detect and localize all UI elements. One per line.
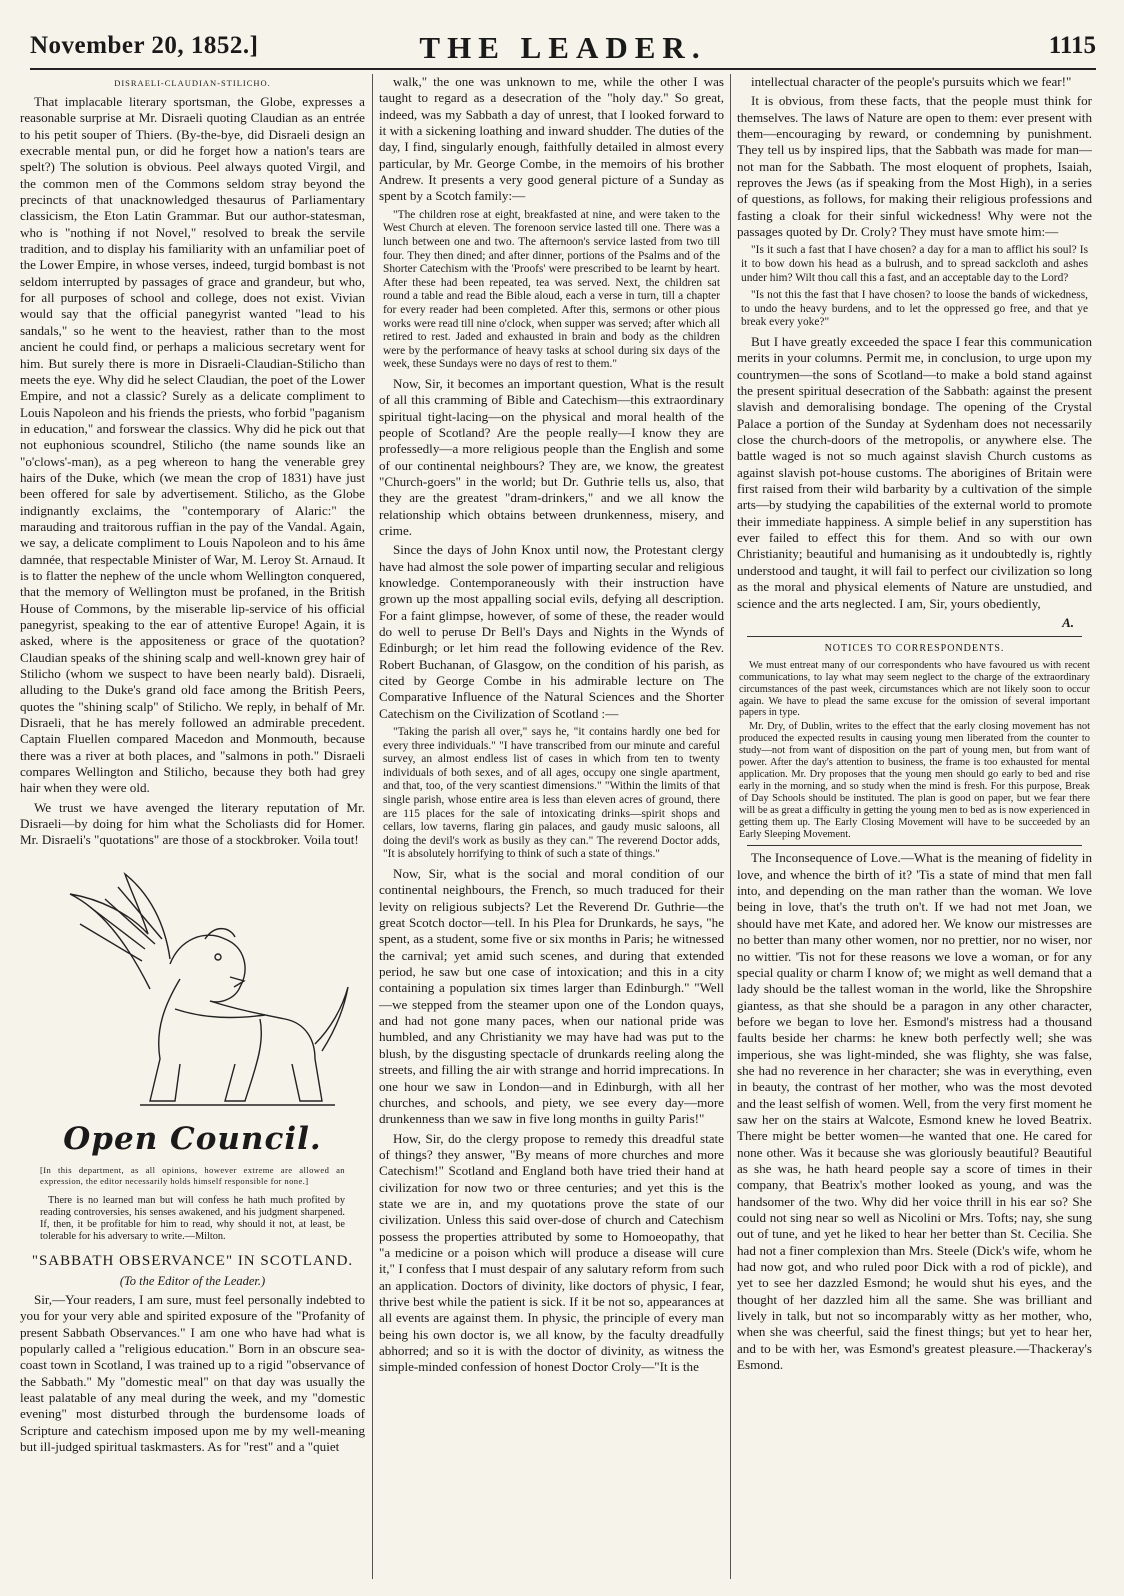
quotation: "Is not this the fast that I have chosen? to loose the bands of wickedness, to undo the heavy burdens, and to let the oppressed go free, and that ye break every yoke?" xyxy=(741,289,1088,329)
letter-title: "SABBATH OBSERVANCE" IN SCOTLAND. xyxy=(31,1252,354,1269)
article-heading: DISRAELI-CLAUDIAN-STILICHO. xyxy=(114,78,271,88)
notice-paragraph: Mr. Dry, of Dublin, writes to the effect that the early closing movement has not produced the expected results in causing young men liberated from the counter to study—not from want of disposition on the part of young men, but from want of power. After the day's attention to business, the frame is too exhausted for mental application. Mr. Dry proposes that the young men should go early to bed and rise early in the morning, and so study when the mind is fresh. For this purpose, Break of Day Schools should be instituted. The plan is good on paper, but we fear there will be as great a difficulty in getting the young men to bed as is now experienced in getting them up. The Early Closing Movement will have to be succeeded by an Early Sleeping Movement. xyxy=(739,721,1090,840)
letter-paragraph: But I have greatly exceeded the space I fear this communication merits in your columns. Permit me, in conclusion, to urge upon my countrymen—the sons of Scotland—to make a bold stand against the present spiritual desecration of the Sabbath: against the present slavish and demoralising bondage. The opening of the Crystal Palace a portion of the Sunday at Sydenham does not necessarily close the church-doors of the metropolis, or anywhere else. The battle waged is not so much against slavish Church customs as against slavish pot-house customs. The aborigines of Britain were first raised from their wild barbarity by a cultivation of the simple arts—by studying the capabilities of the external world to promote their immediate happiness. A simple belief in any superstition has ever failed to effect this for them. And so with our own Christianity; beautiful and humanising as it undoubtedly is, rightly understood and taught, it will fail to perfect our civilization so long as the moral and physical elements of Nature are unstudied, and science and the arts neglected. I am, Sir, yours obediently, xyxy=(737,334,1092,611)
letter-paragraph: walk," the one was unknown to me, while the other I was taught to regard as a desecration of the "holy day." So great, indeed, was my Sabbath a day of unrest, that I looked forward to it with a sickening loathing and inward shudder. The duties of the day, I find, singularly enough, faithfully detailed in almost every particular, by Mr. George Combe, in the memoirs of his brother Andrew. It presents a very good general picture of a Sunday as spent by a Scotch family:— xyxy=(379,74,724,204)
column-divider xyxy=(730,74,731,1579)
issue-date: November 20, 1852.] xyxy=(30,32,259,59)
newspaper-title: THE LEADER. xyxy=(419,30,707,65)
letter-paragraph: intellectual character of the people's pursuits which we fear!" xyxy=(751,74,1072,89)
letter-paragraph: Since the days of John Knox until now, the Protestant clergy have had almost the sole power of imparting secular and religious knowledge. Contemporaneously with their instruction have grown up the most appalling social evils, defying all description. For a faint glimpse, however, of some of these, the reader would do well to peruse Dr Bell's Days and Nights in the Wynds of Edinburgh; or let him read the following evidence of the Rev. Robert Buchanan, of Glasgow, on the condition of his parish, as cited by George Combe in his admirable lecture on The Comparative Influence of the Natural Sciences and the Shorter Catechism on the Civilization of Scotland :— xyxy=(379,542,724,721)
letter-addressee: (To the Editor of the Leader.) xyxy=(119,1273,266,1288)
letter-signature: A. xyxy=(1062,614,1074,630)
notice-paragraph: We must entreat many of our correspondents who have favoured us with recent communications, to lay what may seem neglect to the charge of the extraordinary circumstances of the past week, circumstances which are not likely soon to occur again. We have to plead the same excuse for the omission of several important papers in type. xyxy=(739,659,1090,719)
letter-paragraph: Sir,—Your readers, I am sure, must feel personally indebted to you for your very able and spirited exposure of the "Profanity of present Sabbath Observances." I am one who have had what is popularly called a "religious education." Born in an obscure sea-coast town in Scotland, I was trained up to a rigid "observance of the Sabbath." My "domestic meal" on that day was usually the least palatable of any meal during the week, and my "domestic evening" most disturbed through the burdensome loads of Scripture and catechism imposed upon me by my well-meaning but ill-judged spiritual taskmasters. As for "rest" and a "quiet xyxy=(20,1291,365,1454)
milton-motto: There is no learned man but will confess he hath much profited by reading controversies, his senses awakened, and his judgment sharpened. If, then, it be profitable for him to read, why should it not, at least, be tolerable for his adversary to write.—Milton. xyxy=(40,1194,345,1242)
winged-lion-illustration xyxy=(30,869,355,1119)
letter-paragraph: Now, Sir, it becomes an important question, What is the result of all this cramming of Bible and Catechism—this extraordinary spiritual tight-lacing—on the physical and moral health of the people of Scotland? Are the people really—I know they are professedly—a more religious people than the English and some of our continental neighbours? They are, we know, the greatest "Church-goers" in the world; but Dr. Guthrie tells us, also, that they are the greatest "dram-drinkers," and we all know the relationship which obtains between drunkenness, misery, and crime. xyxy=(379,375,724,538)
column-3 xyxy=(737,74,1092,1579)
column-2 xyxy=(379,74,724,1579)
letter-paragraph: How, Sir, do the clergy propose to remedy this dreadful state of things? they answer, "By means of more churches and more Catechism!" Scotland and England both have tried their hand at civilization for now two or three centuries; and yet this is the state we are in, and my quotations prove the state of our civilization. Unless this said over-dose of church and Catechism possess the properties attributed by some to Homoeopathy, that "a medicine or a poison which will produce a disease will cure it," I confess that I must despair of any salutary reform from such an application. Doctors of divinity, like doctors of physic, I fear, thrive best while the patient is sick. If it be not so, appearances at all events are against them. In physic, the principle of every man being his own doctor is, we all know, by the faculty dreadfully abhorred; and so it is with the doctor of divinity, as witness the simple-minded confession of honest Doctor Croly—"It is the xyxy=(379,1130,724,1375)
quotation: "The children rose at eight, breakfasted at nine, and were taken to the West Church at eleven. The forenoon service lasted till one. There was a lunch between one and two. The afternoon's service lasted from two till four. They then dined; and after dinner, portions of the Psalms and of the Shorter Catechism with the 'Proofs' were prescribed to be learnt by heart. After these had been repeated, tea was served. Next, the children sat round a table and read the Bible aloud, each a verse in turn, till a chapter for every reader had been completed. After this, sermons or other pious works were read till nine o'clock, when supper was served; after which all retired to rest. Jaded and exhausted in brain and body as the children were by the performance of heavy tasks at school during six days of the week, these Sundays were no days of rest to them." xyxy=(383,208,721,371)
section-rule xyxy=(747,636,1082,637)
quotation: "Taking the parish all over," says he, "it contains hardly one bed for every three individuals." "I have transcribed from our minute and careful survey, an almost endless list of cases in which from ten to twenty individuals of both sexes, and of all ages, occupy one single apartment, and that, too, of the very scantiest dimensions." "Within the limits of that single parish, whose entire area is less than eleven acres of ground, there are 115 places for the sale of intoxicating drinks—spirit shops and cellars, low taverns, flaring gin palaces, and gaudy music saloons, all doing the devil's work as busily as they can." The reverend Doctor adds, "It is absolutely horrifying to think of such a state of things." xyxy=(383,726,720,861)
section-rule xyxy=(747,845,1082,846)
esmond-excerpt: The Inconsequence of Love.—What is the meaning of fidelity in love, and whence the birth of it? 'Tis a state of mind that men fall into, and depending on the man rather than the woman. We love being in love, that's the truth on't. If we had not met Joan, we should have met Kate, and adored her. We know our mistresses are no better than many other women, nor no prettier, nor no wiser, nor no wittier. 'Tis not for these reasons we love a woman, or for any special quality or charm I know of; we might as well demand that a lady should be the tallest woman in the world, like the Shropshire giantess, as that she should be a paragon in any other character, before we began to love her. Esmond's mistress had a thousand faults beside her charms: he knew both perfectly well; she was imperious, she was light-minded, she was flighty, she was false, she had no reverence in her character; she was in everything, even in beauty, the contrast of her mother, who was the most devoted and the least selfish of women. Well, from the very first moment he saw her on the stairs at Walcote, Esmond knew he loved Beatrix. There might be better women—he wanted that one. He cared for none other. Was it because she was gloriously beautiful? Beautiful as she was, he hath heard people say a score of times in their company, that Beatrix's mother looked as young, and was the handsomer of the two. Why did her voice thrill in his ear so? She could not sing near so well as Nicolini or Mrs. Tofts; nay, she sung out of tune, and yet he liked to hear her better than St. Cecilia. She had not a finer complexion than Mrs. Steele (Dick's wife, whom he had now got, and who ruled poor Dick with a rod of pickle), and yet to see her dazzled Esmond; he would shut his eyes, and the thought of her dazzled him all the same. She was brilliant and lively in talk, but not so incomparably witty as her mother, who, when she was cheerful, said the finest things; but yet to hear her, and to be with her, was Esmond's greatest pleasure.—Thackeray's Esmond. xyxy=(737,850,1092,1373)
article-paragraph: That implacable literary sportsman, the Globe, expresses a reasonable surprise at Mr. Disraeli quoting Claudian as an entrée to his petit souper of Thiers. (By-the-bye, did Disraeli design an execrable mental pun, or did he forget how a nation's tears are spelt?) The solution is obvious. Peel always quoted Virgil, and the common men of the Commons seldom stray beyond the precincts of that unacknowledged thesaurus of Parliamentary classicism, the Eton Latin Grammar. But our author-statesman, who is "nothing if not Novel," resolved to break the servile tradition, and to display his familiarity with an unfamiliar poet of the Lower Empire, in whose verses, indeed, turgid bombast is not seldom interrupted by passages of grace and grandeur, but who, for all purposes of school and college, does not exist. Vivian would say that the official panegyrist wanted "lead to his sandals," so he went to the heaviest, rather than to the most ancient he could find, or perhaps a malicious secretary went for him. But surely there is more in Disraeli-Claudian-Stilicho than meets the eye. Why did he select Claudian, the poet of the Lower Empire, and not a classic? Surely as a delicate compliment to Louis Napoleon and his friends the priests, who forbid "paganism in education," and forswear the classics. Why did he pick out that not euphonious scoundrel, Stilicho (the name sounds like an "o'clows'-man), as a peg whereon to hang the venerable grey hairs of the Duke, which (we mean the crop of 1831) have just been offered for sale by advertisement. Stilicho, as the Globe indignantly exclaims, the "contemporary of Alaric:" the marauding and traitorous ruffian in the pay of the Vandal. Again, we say, a delicate compliment to Louis Napoleon and to his âme damnée, that respectable Minister of War, M. Leroy St. Arnaud. It is to flatter the nephew of the uncle whom Wellington conquered, that the memory of Wellington must be profaned, in the British House of Commons, by the miserable lip-service of his official panegyrist, speaking to the ear of attentive Europe! Again, it is asked, where is the appositeness or grace of the quotation? Claudian speaks of the shining scalp and well-known grey hair of Stilicho (whom we suspect to have been nearly bald). Disraeli, alluding to the Duke's grand old face among the British Peers, quotes the "shining scalp" of Stilicho. We reply, in behalf of Mr. Disraeli, that he has merely followed an admirable precedent. Captain Fluellen compared Macedon and Monmouth, because there was a river at both places, and "salmons in poth." Disraeli compares Wellington and Stilicho, because they both had grey hair when they were old. xyxy=(20,94,365,796)
letter-paragraph: It is obvious, from these facts, that the people must think for themselves. The laws of Nature are open to them: ever present with them—encouraging by reward, or condemning by punishment. They tell us by inspired lips, that the Sabbath was made for man—not man for the Sabbath. The most eloquent of prophets, Isaiah, reproves the Jews (as if speaking from the Most High), in a series of questions, as follows, for making their religious professions and fasting a cloak for their sinful wickedness! Why were not the passages quoted by Dr. Croly? They must have smote him:— xyxy=(737,93,1092,240)
letter-paragraph: Now, Sir, what is the social and moral condition of our continental neighbours, the French, so much traduced for their levity on religious subjects? Let the Reverend Dr. Guthrie—the great Scotch doctor—tell. In his Plea for Drunkards, he says, "he spent, as a student, some five or six months in Paris; he witnessed the carnival; yet amid such scenes, and during that extended period, he saw but one case of intoxication; and this in a city containing a population six times larger than Edinburgh." "Well—we stepped from the steamer upon one of the London quays, and had not gone many paces, when our national pride was humbled, and any Christianity we may have had was put to the blush, by the disgusting spectacle of drunkards reeling along the streets, and filling the air with strange and horrid imprecations. In one hour we saw in London—and in Edinburgh, with all her churches, and schools, and piety, we see every day—more drunkenness than we saw in five long months in guilty Paris!" xyxy=(379,866,724,1127)
page-number: 1115 xyxy=(1048,32,1096,59)
editor-notice: [In this department, as all opinions, however extreme are allowed an expression, the editor necessarily holds himself responsible for none.] xyxy=(40,1164,345,1186)
masthead-rule xyxy=(30,68,1096,70)
quotation: "Is it such a fast that I have chosen? a day for a man to afflict his soul? Is it to bow down his head as a bulrush, and to spread sackcloth and ashes under him? Wilt thou call this a fast, and an acceptable day to the Lord? xyxy=(741,244,1088,284)
column-divider xyxy=(372,74,373,1579)
notices-heading: NOTICES TO CORRESPONDENTS. xyxy=(824,642,1005,654)
open-council-title: Open Council. xyxy=(63,1120,322,1157)
masthead xyxy=(30,28,1096,68)
column-1 xyxy=(20,74,365,1579)
article-paragraph: We trust we have avenged the literary reputation of Mr. Disraeli—by doing for him what the Scholiasts did for Homer. Mr. Disraeli's "quotations" are those of a stockbroker. Voila tout! xyxy=(20,799,365,848)
